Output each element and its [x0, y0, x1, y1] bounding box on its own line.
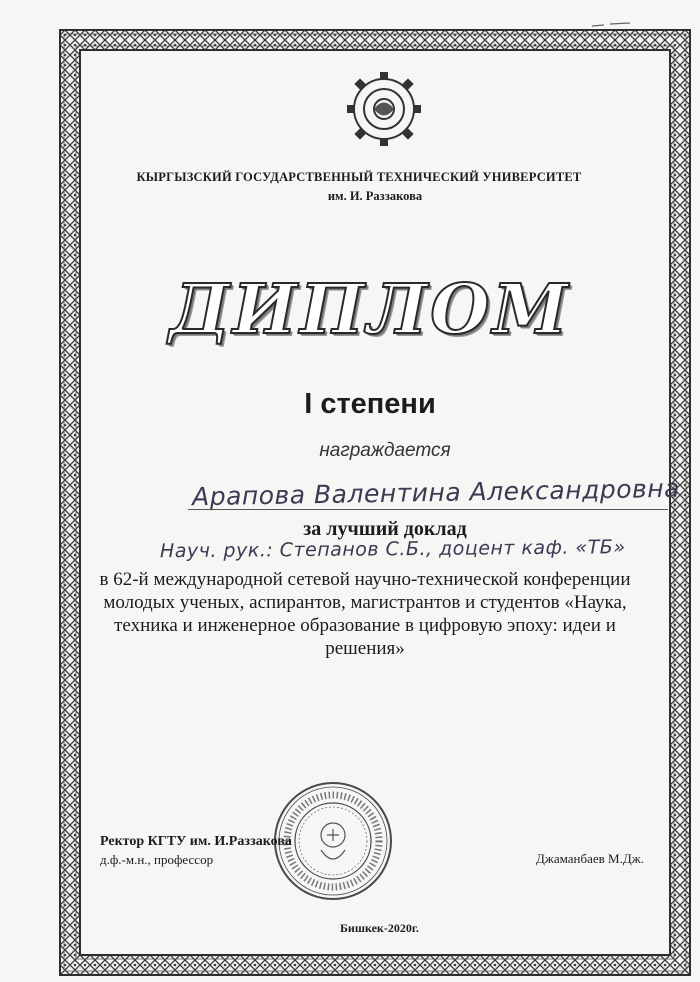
scan-mark: [590, 20, 640, 30]
university-name: КЫРГЫЗСКИЙ ГОСУДАРСТВЕННЫЙ ТЕХНИЧЕСКИЙ УНИВЕРСИТЕТ: [136, 170, 582, 184]
name-underline: [188, 509, 668, 510]
awarded-label: награждается: [319, 440, 451, 461]
place-year: Бишкек-2020г.: [340, 921, 419, 935]
recipient-name: Арапова Валентина Александровна: [191, 473, 681, 512]
university-subtitle: им. И. Раззакова: [327, 189, 423, 203]
supervisor-note: Науч. рук.: Степанов С.Б., доцент каф. «ТБ»: [159, 536, 626, 563]
conference-description: в 62-й международной сетевой научно-технической конференции молодых ученых, аспирантов, магистрантов и студентов «Наука, техника и инженерное образование в цифровую эпоху: идеи и решения»: [99, 569, 631, 659]
rector-degree: д.ф.-м.н., профессор: [100, 852, 214, 867]
rector-name: Джаманбаев М.Дж.: [536, 851, 644, 866]
degree-label: I степени: [304, 388, 436, 420]
diploma-title: ДИПЛОМ: [169, 270, 571, 350]
rector-title: Ректор КГТУ им. И.Раззакова: [100, 834, 292, 849]
award-reason: за лучший доклад: [303, 518, 467, 540]
university-emblem-icon: [345, 68, 423, 150]
